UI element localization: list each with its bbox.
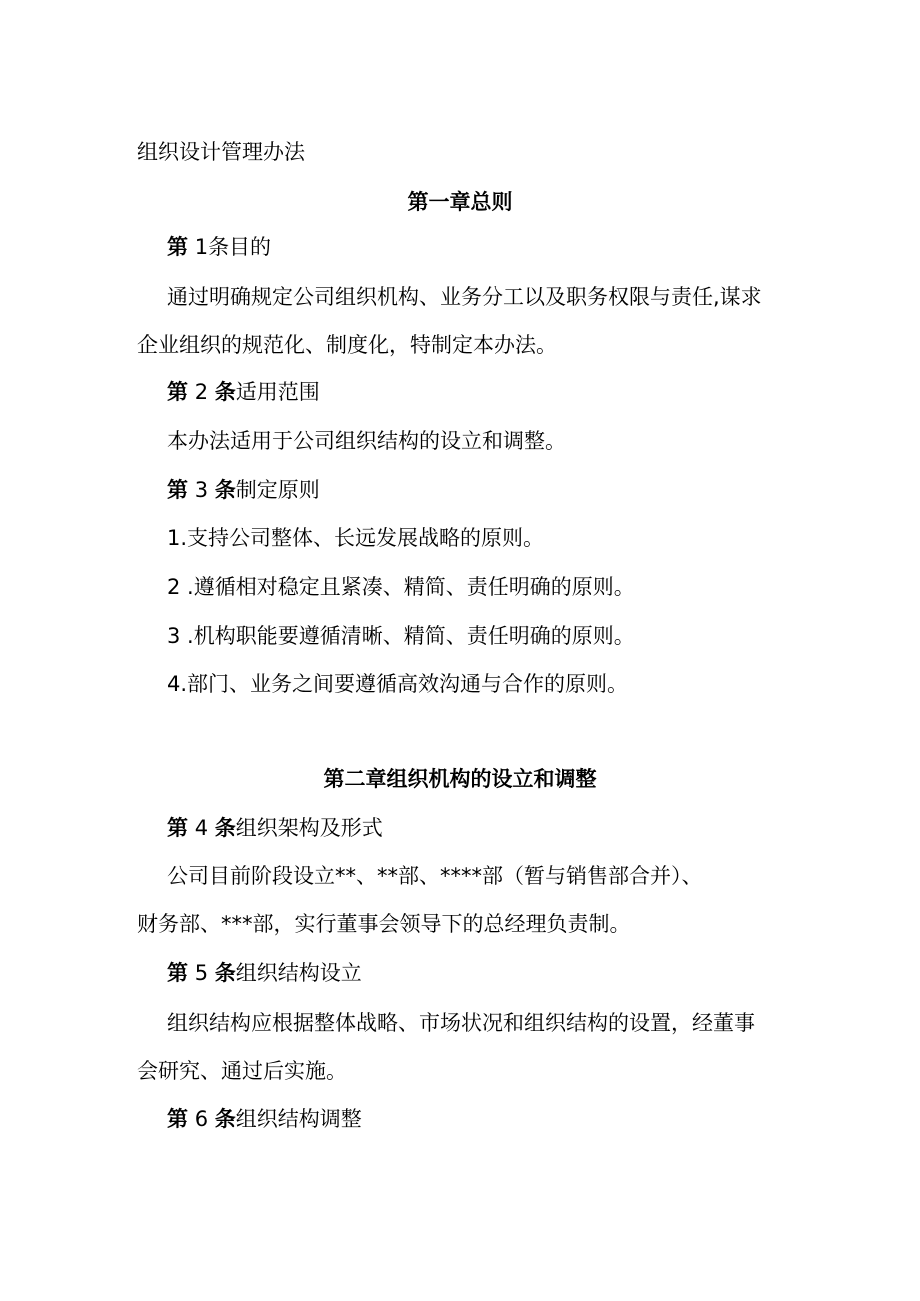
article-6-label: 第 [167,1107,188,1131]
article-2-label: 第 [167,380,188,404]
article-3-title [167,476,320,504]
article-1-title [167,233,271,261]
article-3-label: 第 [167,478,188,502]
article-5-paragraph-line-1: 组织结构应根据整体战略、市场状况和组织结构的设置，经董事 [167,1011,755,1035]
article-4-label: 第 [167,816,188,840]
article-3-tiao: 条 [214,478,236,502]
list-item: 2 .遵循相对稳定且紧凑、精简、责任明确的原则。 [167,575,635,599]
article-5-tiao: 条 [214,961,236,985]
article-1-number: 1 [194,235,209,259]
article-4-paragraph-line-2: 财务部、***部，实行董事会领导下的总经理负责制。 [137,912,631,936]
article-6-number: 6 [194,1107,209,1131]
article-5-paragraph-line-2: 会研究、通过后实施。 [137,1059,347,1083]
article-6-name: 组织结构调整 [235,1107,362,1131]
article-6-tiao: 条 [214,1107,236,1131]
article-1-name: 条目的 [208,235,272,259]
list-item: 3 .机构职能要遵循清晰、精简、责任明确的原则。 [167,624,635,648]
article-6-title [167,1105,362,1133]
article-2-title [167,378,320,406]
article-5-name: 组织结构设立 [235,961,362,985]
article-4-paragraph-line-1: 公司目前阶段设立**、**部、****部（暂与销售部合并）、 [167,864,703,888]
article-4-number: 4 [194,816,209,840]
article-2-name: 适用范围 [235,380,320,404]
article-5-title [167,959,362,987]
article-2-paragraph: 本办法适用于公司组织结构的设立和调整。 [167,429,566,453]
chapter-1-heading: 第一章总则 [407,190,513,214]
article-3-number: 3 [194,478,209,502]
article-4-tiao: 条 [214,816,236,840]
article-5-number: 5 [194,961,209,985]
article-2-number: 2 [194,380,209,404]
chapter-2-heading: 第二章组织机构的设立和调整 [323,767,597,791]
article-1-label: 第 [167,235,188,259]
article-2-tiao: 条 [214,380,236,404]
document-title: 组织设计管理办法 [137,140,305,164]
article-3-name: 制定原则 [235,478,320,502]
article-5-label: 第 [167,961,188,985]
article-4-name: 组织架构及形式 [235,816,383,840]
list-item: 4.部门、业务之间要遵循高效沟通与合作的原则。 [167,672,629,696]
article-1-paragraph-line-2: 企业组织的规范化、制度化，特制定本办法。 [137,333,557,357]
article-4-title [167,814,383,842]
article-1-paragraph-line-1: 通过明确规定公司组织机构、业务分工以及职务权限与责任,谋求 [167,285,762,309]
list-item: 1.支持公司整体、长远发展战略的原则。 [167,526,545,550]
